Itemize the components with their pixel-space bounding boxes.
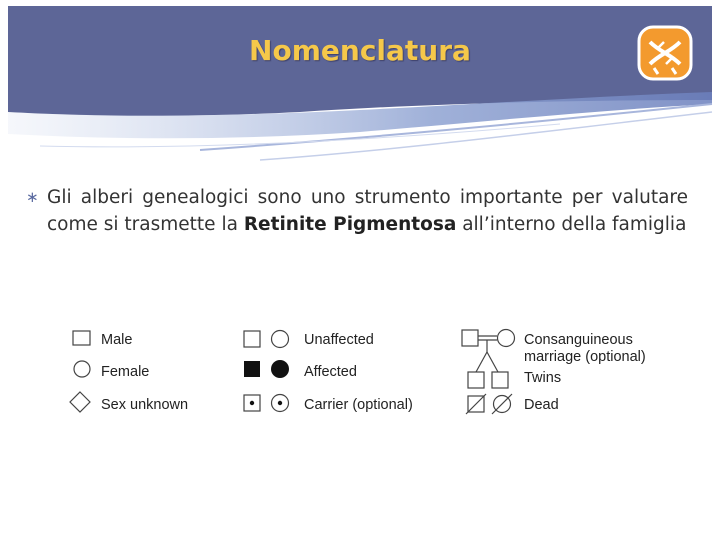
asterisk-bullet-icon: ∗ — [26, 188, 39, 206]
sex-unknown-diamond-icon — [68, 390, 92, 414]
legend-label-female: Female — [101, 364, 150, 380]
dna-helix-icon — [636, 24, 694, 82]
page-title: Nomenclatura — [249, 34, 471, 67]
bullet-text-end: all’interno della famiglia — [456, 214, 687, 235]
pedigree-legend — [60, 322, 700, 422]
bullet-paragraph — [26, 184, 688, 238]
unaffected-symbols-icon — [243, 328, 293, 350]
bullet-text-bold: Retinite Pigmentosa — [243, 214, 457, 235]
legend-label-male: Male — [101, 332, 133, 348]
legend-label-dead: Dead — [524, 397, 559, 413]
carrier-symbols-icon — [243, 392, 293, 414]
legend-label-carrier: Carrier (optional) — [304, 397, 413, 413]
legend-label-consanguineous: Consanguineous marriage (optional) — [524, 332, 646, 365]
consanguineous-twins-icon — [460, 326, 520, 392]
bullet-text — [47, 184, 688, 238]
legend-label-unaffected: Unaffected — [304, 332, 374, 348]
dead-slashed-icon — [460, 392, 520, 416]
male-square-icon — [72, 330, 92, 346]
affected-symbols-icon — [243, 358, 293, 380]
bullet-text-plain: Gli alberi genealogici sono uno strumento importante per valutare come si trasmette la — [47, 187, 688, 235]
header-banner — [0, 0, 720, 170]
legend-label-sex-unknown: Sex unknown — [101, 397, 189, 413]
legend-label-twins: Twins — [524, 370, 562, 386]
female-circle-icon — [72, 359, 92, 379]
legend-label-affected: Affected — [304, 364, 357, 380]
